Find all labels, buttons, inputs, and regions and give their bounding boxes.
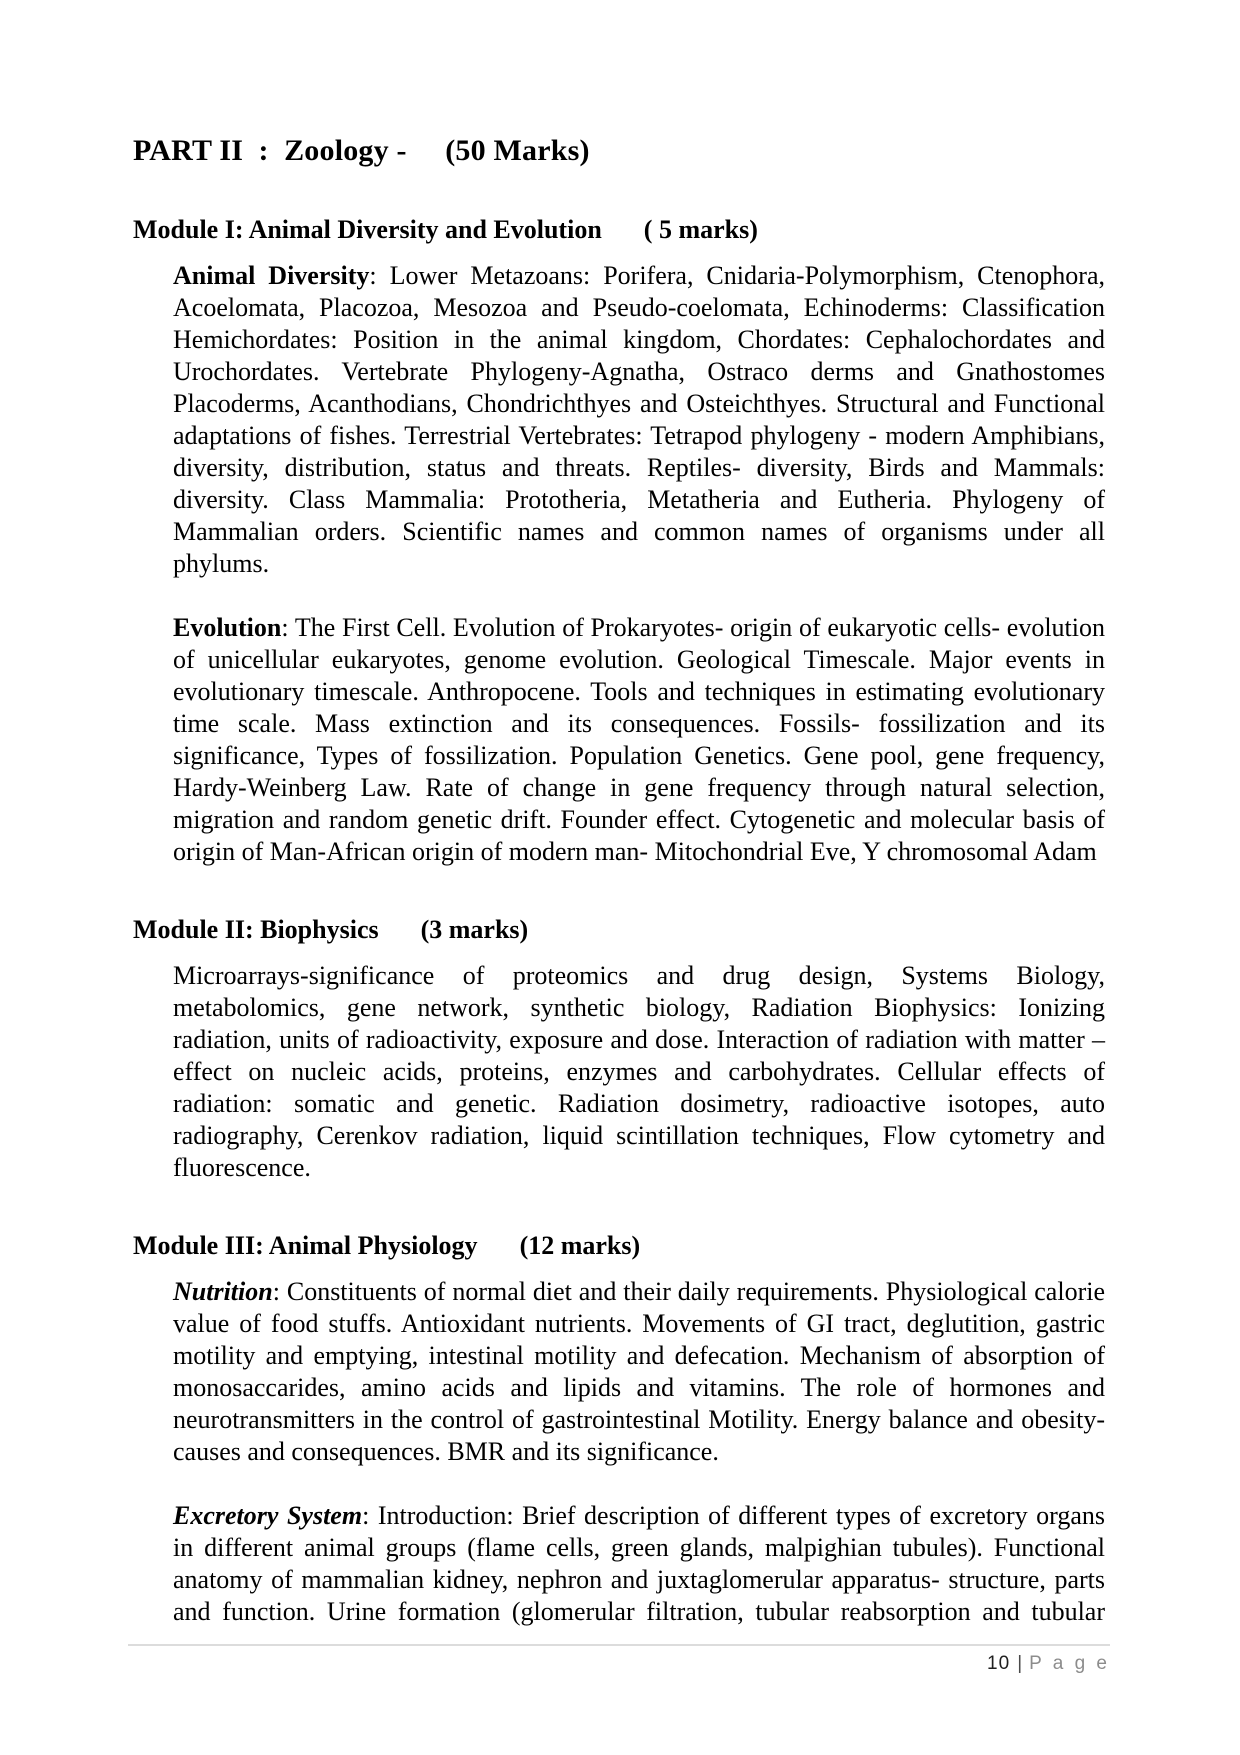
- module-1-heading-text: Module I: Animal Diversity and Evolution: [133, 215, 602, 244]
- module-3-marks: (12 marks): [519, 1231, 641, 1260]
- paragraph-lead: Animal Diversity: [173, 261, 370, 290]
- module-2-heading-text: Module II: Biophysics: [133, 915, 379, 944]
- module-2-heading: [133, 914, 1105, 946]
- footer-separator: |: [1017, 1653, 1023, 1674]
- paragraph-text: : Constituents of normal diet and their daily requirements. Physiological calorie value of food stuffs. Antioxidant nutrients. Movements of GI tract, deglutition, gastric motility and emptying, intestinal motility and defecation. Mechanism of absorption of monosaccarides, amino acids and lipids and vitamins. The role of hormones and neurotransmitters in the control of gastrointestinal Motility. Energy balance and obesity- causes and consequences. BMR and its significance.: [173, 1277, 1105, 1466]
- paragraph-lead: Evolution: [173, 613, 282, 642]
- paragraph-lead: Nutrition: [173, 1277, 273, 1306]
- excretory-system-paragraph: [173, 1500, 1105, 1628]
- paragraph-text: : The First Cell. Evolution of Prokaryotes- origin of eukaryotic cells- evolution of unicellular eukaryotes, genome evolution. Geological Timescale. Major events in evolutionary timescale. Anthropocene. Tools and techniques in estimating evolutionary time scale. Mass extinction and its consequences. Fossils- fossilization and its significance, Types of fossilization. Population Genetics. Gene pool, gene frequency, Hardy-Weinberg Law. Rate of change in gene frequency through natural selection, migration and random genetic drift. Founder effect. Cytogenetic and molecular basis of origin of Man-African origin of modern man- Mitochondrial Eve, Y chromosomal Adam: [173, 613, 1105, 866]
- module-3-heading-text: Module III: Animal Physiology: [133, 1231, 478, 1260]
- module-1-marks: ( 5 marks): [643, 215, 758, 244]
- biophysics-paragraph: [173, 960, 1105, 1184]
- page-number: 10: [987, 1653, 1011, 1674]
- paragraph-text: : Lower Metazoans: Porifera, Cnidaria-Polymorphism, Ctenophora, Acoelomata, Placozoa, Mesozoa and Pseudo-coelomata, Echinoderms: Classification Hemichordates: Position in the animal kingdom, Chordates: Cephalochordates and Urochordates. Vertebrate Phylogeny-Agnatha, Ostraco derms and Gnathostomes Placoderms, Acanthodians, Chondrichthyes and Osteichthyes. Structural and Functional adaptations of fishes. Terrestrial Vertebrates: Tetrapod phylogeny - modern Amphibians, diversity, distribution, status and threats. Reptiles- diversity, Birds and Mammals: diversity. Class Mammalia: Prototheria, Metatheria and Eutheria. Phylogeny of Mammalian orders. Scientific names and common names of organisms under all phylums.: [173, 261, 1105, 578]
- module-2-marks: (3 marks): [420, 915, 529, 944]
- module-1-heading: [133, 214, 1105, 246]
- nutrition-paragraph: [173, 1276, 1105, 1468]
- page-footer: [128, 1644, 1110, 1675]
- paragraph-text: Microarrays-significance of proteomics and drug design, Systems Biology, metabolomics, gene network, synthetic biology, Radiation Biophysics: Ionizing radiation, units of radioactivity, exposure and dose. Interaction of radiation with matter – effect on nucleic acids, proteins, enzymes and carbohydrates. Cellular effects of radiation: somatic and genetic. Radiation dosimetry, radioactive isotopes, auto radiography, Cerenkov radiation, liquid scintillation techniques, Flow cytometry and fluorescence.: [173, 961, 1105, 1182]
- evolution-paragraph: [173, 612, 1105, 868]
- footer-label: P a g e: [1029, 1653, 1110, 1674]
- page-title: PART II : Zoology - (50 Marks): [133, 134, 590, 167]
- module-3-heading: [133, 1230, 1105, 1262]
- paragraph-lead: Excretory System: [173, 1501, 363, 1530]
- animal-diversity-paragraph: [173, 260, 1105, 580]
- paragraph-text: : Introduction: Brief description of different types of excretory organs in different animal groups (flame cells, green glands, malpighian tubules). Functional anatomy of mammalian kidney, nephron and juxtaglomerular apparatus- structure, parts and function. Urine formation (glomerular filtration, tubular reabsorption and tubular: [173, 1501, 1105, 1626]
